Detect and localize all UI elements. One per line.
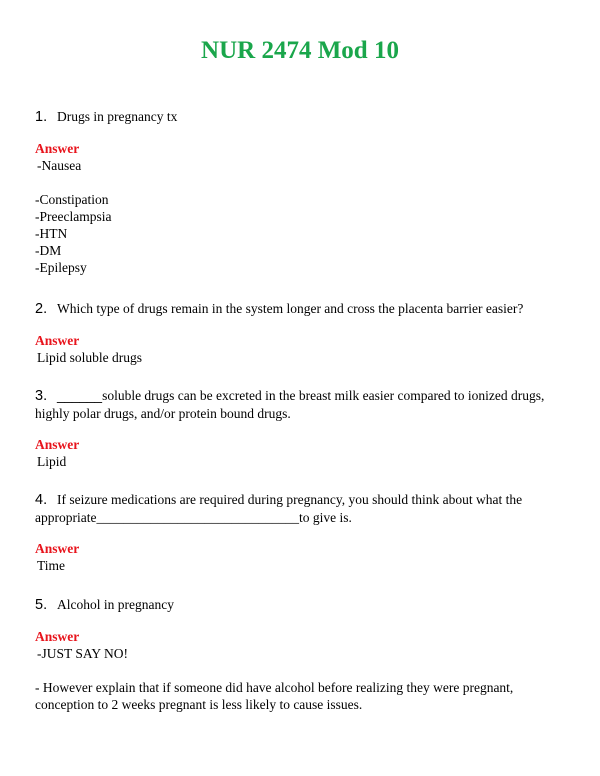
question-text: If seizure medications are required during pregnancy, you should think about what the [57, 492, 523, 507]
answer-note: - However explain that if someone did have alcohol before realizing they were pregnant, [35, 680, 514, 695]
question-number: 4. [35, 492, 48, 508]
question-3 [35, 387, 565, 422]
question-5-prompt [35, 596, 565, 614]
question-3-prompt [35, 387, 565, 405]
answer-line: -Epilepsy [35, 260, 87, 275]
answer-3 [35, 436, 565, 470]
answer-note: conception to 2 weeks pregnant is less likely to cause issues. [35, 697, 363, 712]
question-text: appropriate [35, 510, 97, 525]
question-3-prompt-cont: highly polar drugs, and/or protein bound drugs. [35, 406, 291, 421]
answer-2 [35, 332, 565, 366]
answer-label: Answer [35, 141, 80, 156]
question-4-prompt-cont [35, 509, 565, 526]
answer-line: Lipid soluble drugs [37, 350, 142, 365]
question-text: Alcohol in pregnancy [57, 597, 174, 612]
question-text: to give is. [298, 510, 352, 525]
question-2 [35, 300, 565, 318]
page-title: NUR 2474 Mod 10 [201, 37, 399, 64]
question-4-prompt [35, 491, 565, 509]
question-text: Which type of drugs remain in the system longer and cross the placenta barrier easier? [57, 301, 524, 316]
answer-line: -HTN [35, 226, 68, 241]
question-number: 3. [35, 388, 48, 404]
answer-4 [35, 540, 565, 574]
answer-line: -DM [35, 243, 62, 258]
question-1 [35, 108, 565, 126]
question-number: 2. [35, 301, 48, 317]
answer-line: -JUST SAY NO! [37, 646, 129, 661]
question-text: soluble drugs can be excreted in the breast milk easier compared to ionized drugs, [102, 388, 545, 403]
answer-5 [35, 628, 565, 713]
answer-1 [35, 140, 565, 276]
answer-label: Answer [35, 629, 80, 644]
answer-label: Answer [35, 333, 80, 348]
answer-line: Time [37, 558, 66, 573]
answer-line: -Nausea [37, 158, 82, 173]
question-text: Drugs in pregnancy tx [57, 109, 178, 124]
question-5 [35, 596, 565, 614]
answer-line: Lipid [37, 454, 67, 469]
fill-in-blank: ______________________________ [96, 510, 299, 525]
answer-line: -Constipation [35, 192, 109, 207]
question-number: 5. [35, 597, 48, 613]
answer-line: -Preeclampsia [35, 209, 112, 224]
question-4 [35, 491, 565, 526]
fill-in-blank: ______ [57, 388, 103, 403]
question-2-prompt [35, 300, 565, 318]
question-number: 1. [35, 109, 48, 125]
answer-label: Answer [35, 437, 80, 452]
answer-label: Answer [35, 541, 80, 556]
question-1-prompt [35, 108, 565, 126]
